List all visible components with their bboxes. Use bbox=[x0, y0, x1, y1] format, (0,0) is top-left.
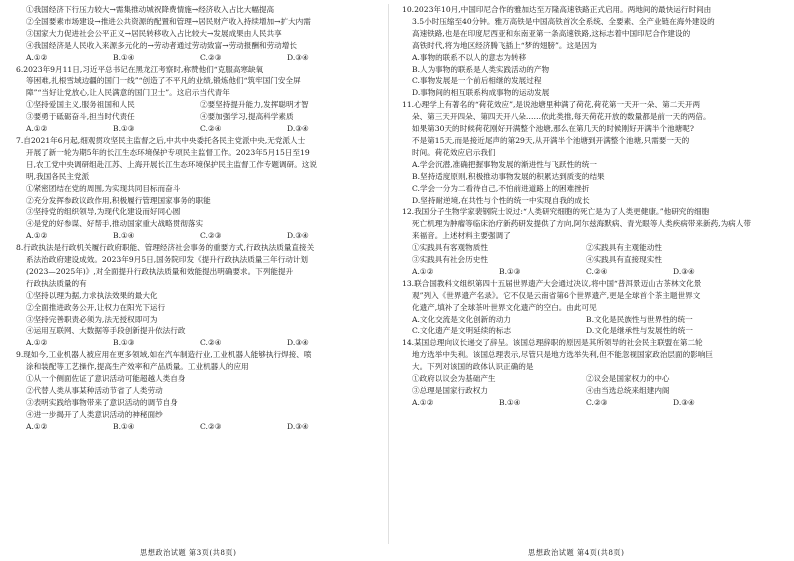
page-footer-left: 思想政治试题 第3页(共8页) bbox=[140, 548, 237, 557]
q14-choices-row-2 bbox=[402, 385, 760, 397]
q7-choice-2: ②充分发挥参政议政作用,积极履行管理国家事务的职能 bbox=[26, 195, 211, 205]
q7-stem-line-3: 日,农工党中央调研组赴江苏、上海开展长江生态环境保护民主监督工作专题调研。这说 bbox=[26, 159, 317, 169]
q14-choice-2: ②议会是国家权力的中心 bbox=[586, 374, 670, 384]
q11-choice-a: A.学会沉潜,准确把握事物发展的渐进性与飞跃性的统一 bbox=[412, 159, 597, 169]
q8-choice-1: ①坚持以理为据,力求执法效果的最大化 bbox=[26, 290, 158, 300]
q14-choices-row-1 bbox=[402, 373, 760, 385]
q6-choices-row-2 bbox=[16, 111, 374, 123]
q5-option-c: C.②③ bbox=[200, 52, 222, 62]
q14-choice-3: ③总理是国家行政权力 bbox=[412, 386, 488, 395]
q8-stem-line-3: (2023—2025年)》,对全面提升行政执法质量和效能提出明确要求。下列能提升 bbox=[26, 266, 294, 276]
q11-stem-line-2: 朵、第三天开四朵、第四天开八朵……依此类推,每天荷花开放的数量都是前一天的两倍。 bbox=[412, 112, 711, 122]
q13-stem-line-2: 观”列入《世界遗产名录》。它不仅是云南省第6个世界遗产,更是全球首个茶主题世界文 bbox=[412, 290, 701, 300]
q12-choice-1: ①实践具有客观物质性 bbox=[412, 243, 488, 253]
q13-choice-a: A.文化交流是文化创新的动力 bbox=[412, 314, 512, 324]
q10-stem-line-1: 10.2023年10月,中国印尼合作的雅加达至万隆高速铁路正式启用。两地间的最快运行时间由 bbox=[402, 5, 712, 14]
q13-choice-c: C.文化遗产是文明延续的标志 bbox=[412, 326, 512, 336]
q8-choice-4: ④运用互联网、大数据等手段创新提升依法行政 bbox=[26, 326, 186, 336]
q9-choice-1: ①从一个侧面佐证了意识活动可能超越人类自身 bbox=[26, 374, 186, 384]
q7-option-b: B.①④ bbox=[113, 231, 135, 241]
q12-stem-line-2: 死亡机理为肿瘤等临床治疗新药研发提供了方向,阿尔兹海默病、青光眼等人类疾病带来新药,为病人带 bbox=[412, 219, 751, 229]
q9-stem-line-1: 9.现如今,工业机器人被应用在更多领域,如在汽车制造行业,工业机器人能够执行焊接、喷 bbox=[16, 350, 312, 360]
q9-option-c: C.②③ bbox=[200, 421, 222, 431]
q12-options bbox=[402, 266, 760, 278]
q7-choice-3: ③坚持党的组织领导,为现代化建设而好同心圆 bbox=[26, 207, 181, 217]
q6-option-d: D.③④ bbox=[287, 124, 309, 134]
q14-stem-line-2: 地方选举中失利。该国总理表示,尽管只是地方选举失利,但不能忽视国家政治层面的影响巨 bbox=[412, 350, 713, 360]
q12-option-a: A.①② bbox=[412, 266, 434, 276]
q7-options bbox=[16, 230, 374, 242]
q6-choice-2: ②要坚持提升能力,发挥聪明才智 bbox=[200, 100, 309, 110]
q7-option-d: D.③④ bbox=[287, 231, 309, 241]
q6-choice-1: ①坚持爱国主义,服务祖国和人民 bbox=[26, 100, 135, 110]
q10-choice-c: C.事物发展是一个前后相继的发展过程 bbox=[412, 76, 542, 86]
q10-stem-line-3: 高速铁路,也是在印度尼西亚和东南亚第一条高速铁路,这标志着中国印尼合作建设的 bbox=[412, 28, 691, 38]
q10-choice-b: B.人为事物的联系是人类实践活动的产物 bbox=[412, 64, 550, 74]
q8-stem-line-4: 行政执法质量的有 bbox=[26, 278, 87, 288]
right-page-column bbox=[402, 4, 760, 409]
q6-stem-line-3: 障”“当好让党放心,让人民满意的国门卫士”。这启示当代青年 bbox=[26, 88, 230, 98]
q12-choice-2: ②实践具有主观能动性 bbox=[586, 243, 662, 253]
q5-choice-3: ③国家大力促进社会公平正义→居民转移收入占比较大→发展成果由人民共享 bbox=[26, 28, 282, 38]
q14-option-a: A.①② bbox=[412, 397, 434, 407]
q6-choice-3: ③要勇于砥砺奋斗,担当时代责任 bbox=[26, 112, 135, 122]
q11-stem-line-1: 11.心理学上有著名的“荷花效应”,是说池塘里种满了荷花,荷花第一天开一朵、第二天开两 bbox=[402, 100, 701, 110]
q8-option-c: C.②④ bbox=[200, 338, 222, 348]
q5-choice-1: ①我国经济下行压力较大→需集推动城祝降费情施→经济收入占比大幅提高 bbox=[26, 5, 275, 14]
q12-option-c: C.②④ bbox=[586, 266, 608, 276]
q11-choice-c: C.学会一分为二看待自己,不怕前进道路上的困难挫折 bbox=[412, 183, 590, 193]
q6-choice-4: ④要加强学习,提高科学素质 bbox=[200, 112, 294, 122]
q9-option-b: B.①④ bbox=[113, 421, 135, 431]
q11-choice-d: D.坚持耐逆境,在共性与个性的统一中实现自我的成长 bbox=[412, 195, 590, 205]
q6-option-b: B.①③ bbox=[113, 124, 135, 134]
q5-option-d: D.③④ bbox=[287, 52, 309, 62]
q14-option-c: C.②③ bbox=[586, 397, 608, 407]
q9-stem-line-2: 涂和装配等工艺操作,提高生产效率和产品质量。工业机器人的应用 bbox=[26, 362, 249, 372]
q13-choices-row-2 bbox=[402, 325, 760, 337]
q12-choices-row-1 bbox=[402, 242, 760, 254]
q10-choice-d: D.事物间的相互联系构成事物的运动发展 bbox=[412, 88, 550, 98]
q7-option-a: A.①② bbox=[26, 231, 48, 241]
q11-stem-line-3: 如果第30天的时候荷花刚好开满整个池塘,那么在第几天的时候刚好开满半个池塘呢? bbox=[412, 124, 694, 134]
q10-stem-line-2: 3.5小时压缩至40分钟。雅万高铁是中国高铁首次全系统、全要素、全产业链在海外建设的 bbox=[412, 16, 715, 26]
q11-choice-b: B.坚持适度原则,积极推动事物发展的积累达到质变的结果 bbox=[412, 171, 605, 181]
q9-choice-4: ④进一步揭开了人类意识活动的神秘面纱 bbox=[26, 409, 163, 419]
q6-choices-row-1 bbox=[16, 99, 374, 111]
q14-option-d: D.③④ bbox=[673, 397, 695, 407]
q9-choice-2: ②代替人类从事某种活动节省了人类劳动 bbox=[26, 386, 163, 395]
q6-options bbox=[16, 123, 374, 135]
q13-choice-d: D.文化是继承性与发展性的统一 bbox=[586, 326, 693, 336]
q12-option-d: D.③④ bbox=[673, 266, 695, 276]
q12-option-b: B.①③ bbox=[499, 266, 521, 276]
q7-choice-4: ④是党的好参谋、好帮手,推动国家重大战略贯彻落实 bbox=[26, 219, 204, 229]
q12-stem-line-1: 12.我国分子生物学家裴钢院士说过:“人类研究细胞的死亡是为了人类更健康。”他研究的细胞 bbox=[402, 207, 710, 217]
q6-option-a: A.①② bbox=[26, 124, 48, 134]
q14-choice-4: ④由当选总统来组建内阁 bbox=[586, 386, 670, 395]
q14-option-b: B.①④ bbox=[499, 397, 521, 407]
q11-stem-line-4: 不是第15天,而是接近尾声的第29天,从开满半个池塘到开满整个池塘,只需要一天的 bbox=[412, 135, 690, 145]
q8-choice-2: ②全面推进政务公开,让权力在阳光下运行 bbox=[26, 302, 166, 312]
q11-stem-line-5: 时间。荷花效应启示我们 bbox=[412, 147, 496, 157]
q13-choices-row-1 bbox=[402, 314, 760, 326]
q14-choice-1: ①政府以议会为基础产生 bbox=[412, 374, 496, 384]
q9-option-a: A.①② bbox=[26, 421, 48, 431]
page-divider bbox=[388, 4, 389, 544]
q5-choice-2: ②全国要素市场建设→推进公共资源的配置和管理→居民财产收入持续增加→扩大内需 bbox=[26, 16, 311, 26]
q12-stem-line-3: 来福音。上述材料主要强调了 bbox=[412, 231, 511, 241]
q8-option-a: A.①② bbox=[26, 338, 48, 348]
q14-options bbox=[402, 397, 760, 409]
q5-options bbox=[16, 52, 374, 64]
q12-choice-4: ④实践具有直接现实性 bbox=[586, 255, 662, 265]
q7-stem-line-4: 明,我国各民主党派 bbox=[26, 171, 90, 181]
q5-choice-4: ④我国经济是人民收入来源多元化的→劳动者通过劳动致富→劳动报酬和劳动增长 bbox=[26, 40, 297, 50]
q13-choice-b: B.文化是民族性与世界性的统一 bbox=[586, 314, 693, 324]
q7-option-c: C.②③ bbox=[200, 231, 222, 241]
q6-stem-line-1: 6.2023年9月11日,习近平总书记在黑龙江考察时,称赞他们“克服高寒缺氧 bbox=[16, 64, 264, 74]
q10-stem-line-4: 高铁时代,将为地区经济腾飞插上“梦的翅膀”。这是因为 bbox=[412, 40, 597, 50]
q8-option-b: B.①③ bbox=[113, 338, 135, 348]
q7-choice-1: ①紧密团结在党的周围,为实现共同目标而奋斗 bbox=[26, 183, 181, 193]
q7-stem-line-1: 7.自2021年6月起,细观贯攻坚民主监督之后,中共中央委托各民主党派中央,无党派人士 bbox=[16, 135, 306, 145]
q8-stem-line-2: 系法治政府建设成效。2023年9月5日,国务院印发《提升行政执法质量三年行动计划 bbox=[26, 255, 308, 265]
q12-choice-3: ③实践具有社会历史性 bbox=[412, 255, 488, 265]
q10-choice-a: A.事物的联系不以人的意志为转移 bbox=[412, 52, 527, 62]
q5-option-b: B.①④ bbox=[113, 52, 135, 62]
q9-options bbox=[16, 421, 374, 433]
q9-choice-3: ③表明实践给事物带来了意识活动的调节自身 bbox=[26, 397, 178, 407]
page-footer-right: 思想政治试题 第4页(共8页) bbox=[528, 548, 625, 557]
q7-stem-line-2: 开展了新一轮为期5年的长江生态环境保护专项民主监督工作。2023年5月15日至19 bbox=[26, 147, 310, 157]
q12-choices-row-2 bbox=[402, 254, 760, 266]
q14-stem-line-1: 14.某国总理向议长递交了辞呈。该国总理辞职的原因是其所领导的社会民主联盟在第二轮 bbox=[402, 338, 703, 348]
q8-choice-3: ③坚持完善职责必须为,法无授权即可为 bbox=[26, 314, 158, 324]
q8-option-d: D.③④ bbox=[287, 338, 309, 348]
q6-option-c: C.②④ bbox=[200, 124, 222, 134]
q13-stem-line-1: 13.联合国教科文组织第四十五届世界遗产大会通过决议,将中国“普洱景迈山古茶林文化景 bbox=[402, 278, 702, 288]
q13-stem-line-3: 化遗产,填补了全球茶叶世界文化遗产的空白。由此可见 bbox=[412, 302, 597, 312]
q8-options bbox=[16, 337, 374, 349]
q6-stem-line-2: 等困难,扎根雪域边疆的国门一线”“创造了不平凡的业绩,锻炼他们“筑牢国门安全屏 bbox=[26, 76, 301, 86]
q5-option-a: A.①② bbox=[26, 52, 48, 62]
q9-option-d: D.③④ bbox=[287, 421, 309, 431]
q14-stem-line-3: 大。下列对该国的政体认识正确的是 bbox=[412, 362, 534, 372]
left-page-column bbox=[16, 4, 374, 433]
q8-stem-line-1: 8.行政执法是行政机关履行政府职能、管理经济社会事务的重要方式,行政执法质量直接关 bbox=[16, 243, 315, 253]
